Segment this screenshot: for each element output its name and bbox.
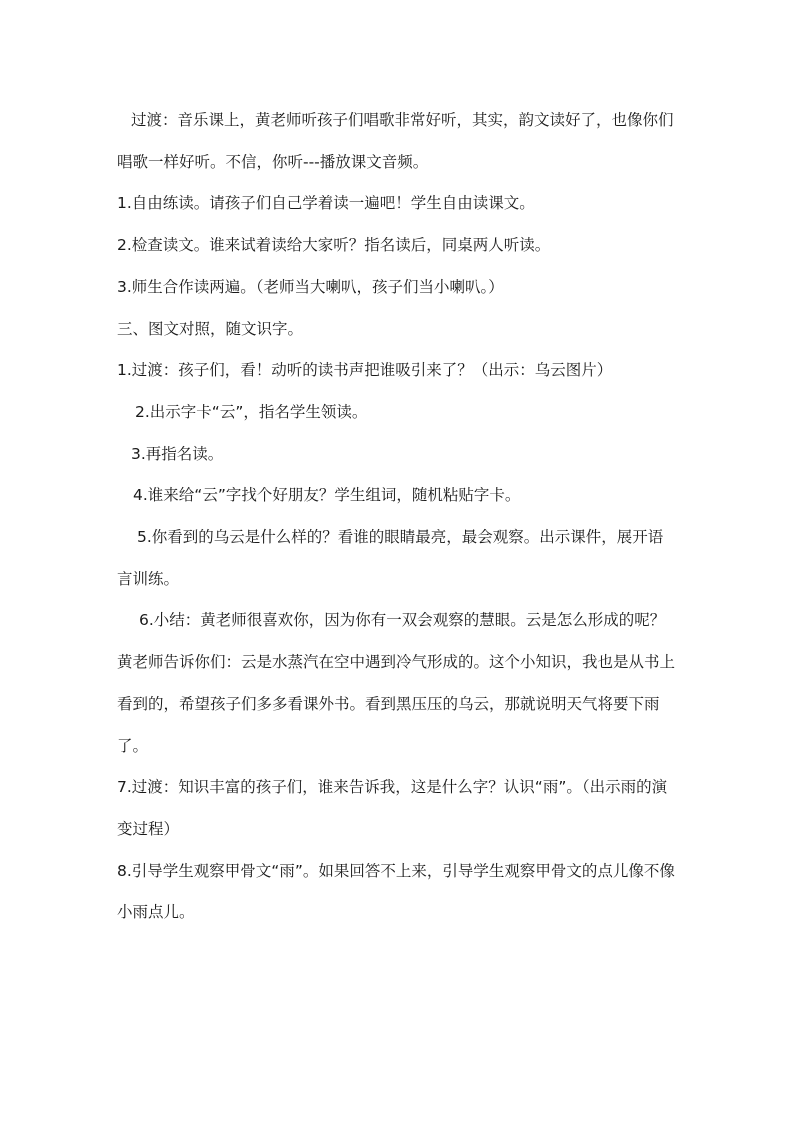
section-heading-picture-text: 三、图文对照，随文识字。 xyxy=(117,319,304,338)
paragraph-dark-cloud: 5.你看到的乌云是什么样的？看谁的眼睛最亮，最会观察。出示课件，展开语言训练。 xyxy=(117,528,664,588)
paragraph-check-reading: 2.检查读文。谁来试着读给大家听？指名读后，同桌两人听读。 xyxy=(117,236,551,255)
paragraph-free-reading: 1.自由练读。请孩子们自己学着读一遍吧！学生自由读课文。 xyxy=(117,194,535,213)
paragraph-transition-music: 过渡：音乐课上，黄老师听孩子们唱歌非常好听，其实，韵文读好了，也像你们唱歌一样好听。不信，你听---播放课文音频。 xyxy=(117,111,674,171)
paragraph-cooperative-reading: 3.师生合作读两遍。（老师当大喇叭，孩子们当小喇叭。） xyxy=(117,277,504,296)
paragraph-read-again: 3.再指名读。 xyxy=(131,444,224,463)
paragraph-summary: 6.小结：黄老师很喜欢你，因为你有一双会观察的慧眼。云是怎么形成的呢？黄老师告诉你们：云是水蒸汽在空中遇到冷气形成的。这个小知识，我也是从书上看到的，希望孩子们多多看课外书。看到黑压压的乌云，那就说明天气将要下雨了。 xyxy=(117,611,676,755)
paragraph-transition-cloud: 1.过渡：孩子们，看！动听的读书声把谁吸引来了？（出示：乌云图片） xyxy=(117,361,613,380)
paragraph-transition-rain: 7.过渡：知识丰富的孩子们，谁来告诉我，这是什么字？认识“雨”。（出示雨的演变过程） xyxy=(117,778,668,838)
paragraph-oracle-bone: 8.引导学生观察甲骨文“雨”。如果回答不上来，引导学生观察甲骨文的点儿像不像小雨点儿。 xyxy=(117,861,675,922)
paragraph-find-friend: 4.谁来给“云”字找个好朋友？学生组词，随机粘贴字卡。 xyxy=(133,486,521,505)
paragraph-word-card: 2.出示字卡“云”，指名学生领读。 xyxy=(135,402,368,421)
document-body xyxy=(117,100,677,934)
